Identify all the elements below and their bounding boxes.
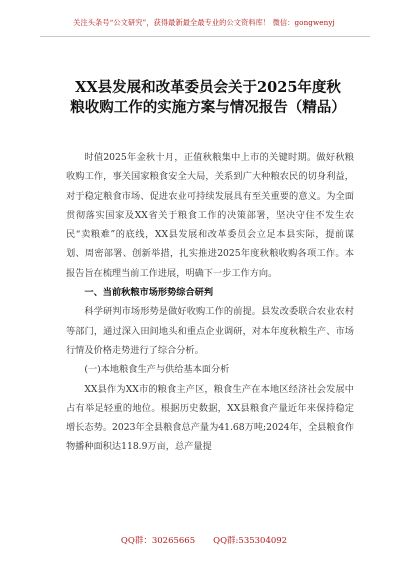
paragraph-production: XX县作为XX市的粮食主产区，粮食生产在本地区经济社会发展中占有举足轻重的地位。根据历史数据，XX县粮食产量近年来保持稳定增长态势。2023年全县粮食总产量为41.68万吨;2024年，全县粮食作物播种面积达118.9万亩，总产量提: [66, 383, 354, 453]
paragraph-intro: 时值2025年金秋十月，正值秋粮集中上市的关键时期。做好秋粮收购工作，事关国家粮食安全大局，关系到广大种粮农民的切身利益，对于稳定粮食市场、促进农业可持续发展具有至关重要的意义。为全面贯彻落实国家及XX省关于粮食工作的决策部署，坚决守住不发生农民“卖粮难”的底线，XX县发展和改革委员会立足本县实际，提前谋划、周密部署、创新举措，扎实推进2025年度秋粮收购各项工作。本报告旨在梳理当前工作进展，明确下一步工作方向。: [66, 152, 354, 279]
footer-qq-group-1: QQ群：30265665: [120, 536, 196, 546]
document-body: [66, 148, 354, 457]
paragraph-analysis: 科学研判市场形势是做好收购工作的前提。县发改委联合农业农村等部门，通过深入田间地头和重点企业调研，对本年度秋粮生产、市场行情及价格走势进行了综合分析。: [66, 306, 354, 356]
section-heading-1: 一、当前秋粮市场形势综合研判: [84, 287, 214, 299]
header-divider: [40, 36, 370, 37]
header-banner: 关注头条号“公文研究”，获得最新最全最专业的公文资料库！ 微信：gongwenyj: [73, 18, 335, 27]
title-line-1: XX县发展和改革委员会关于2025年度秋: [75, 79, 341, 96]
footer-contact: [0, 534, 408, 546]
document-title: [40, 78, 376, 118]
footer-qq-group-2: QQ群:535304092: [213, 536, 288, 546]
title-line-2: 粮收购工作的实施方案与情况报告（精品）: [70, 99, 346, 116]
subsection-heading-1: (一)本地粮食生产与供给基本面分析: [84, 364, 230, 376]
